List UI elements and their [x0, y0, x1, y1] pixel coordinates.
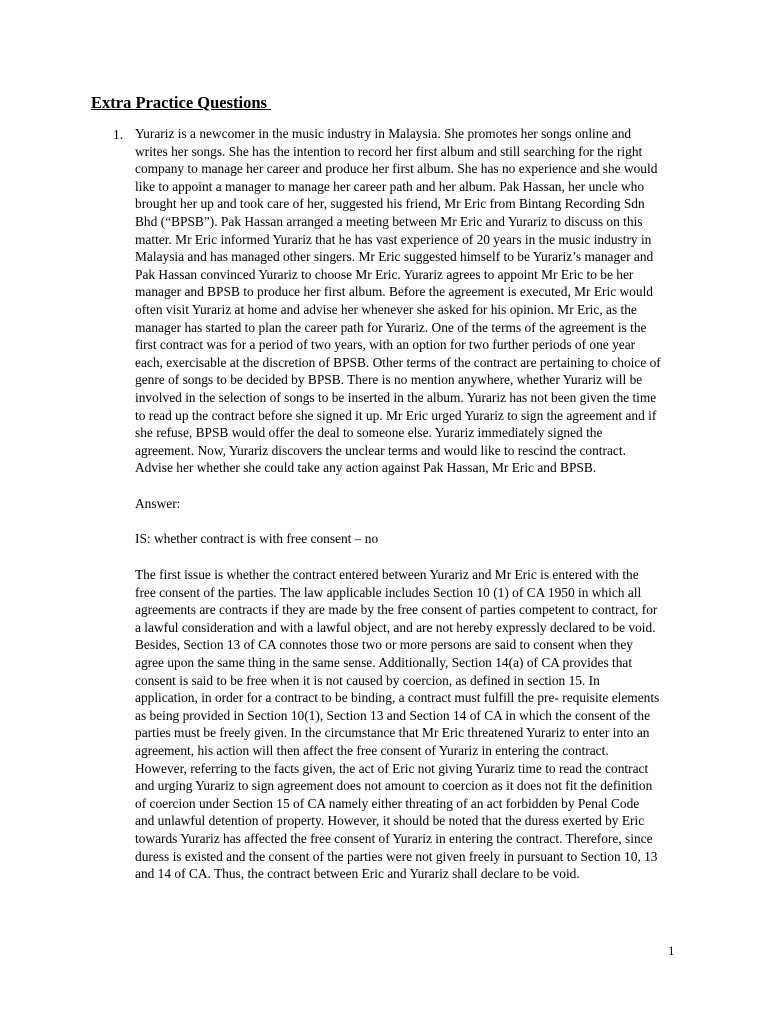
discussion-line: However, referring to the facts given, the act of Eric not giving Yurariz time to read the contract: [135, 760, 649, 776]
answer-label: Answer:: [135, 496, 181, 511]
question-line: manager and BPSB to produce her first album. Before the agreement is executed, Mr Eric would: [135, 284, 653, 300]
question-line: matter. Mr Eric informed Yurariz that he has vast experience of 20 years in the music industry in: [135, 231, 652, 247]
question-line: agreement. Now, Yurariz discovers the unclear terms and would like to rescind the contract.: [135, 442, 626, 458]
discussion-line: and unlawful detention of property. However, it should be noted that the duress exerted by Eric: [135, 813, 645, 829]
question-line: Pak Hassan convinced Yurariz to choose Mr Eric. Yurariz agrees to appoint Mr Eric to be her: [135, 266, 634, 282]
discussion-line: Besides, Section 13 of CA connotes those two or more persons are said to consent when they: [135, 637, 633, 653]
discussion-line: agreements are contracts if they are made by the free consent of parties competent to contract, for: [135, 602, 658, 618]
question-line: often visit Yurariz at home and advise her whenever she asked for his opinion. Mr Eric, as the: [135, 301, 637, 317]
question-line: each, exercisable at the discretion of BPSB. Other terms of the contract are pertaining to choice of: [135, 354, 661, 370]
question-line: to read up the contract before she signed it up. Mr Eric urged Yurariz to sign the agreement and if: [135, 407, 657, 423]
discussion-line: towards Yurariz has affected the free consent of Yurariz in entering the contract. Therefore, since: [135, 830, 653, 846]
discussion-line: a lawful consideration and with a lawful object, and are not hereby expressly declared to be void.: [135, 619, 656, 635]
issue-statement: IS: whether contract is with free consent – no: [135, 531, 379, 546]
question-number: 1.: [113, 127, 124, 142]
question-line: writes her songs. She has the intention to record her first album and still searching for the right: [135, 143, 643, 159]
question-line: like to appoint a manager to manage her career path and her album. Pak Hassan, her uncle who: [135, 178, 645, 194]
question-line: Yurariz is a newcomer in the music industry in Malaysia. She promotes her songs online and: [135, 126, 632, 141]
page-number: 1: [668, 943, 675, 958]
discussion-line: as being provided in Section 10(1), Section 13 and Section 14 of CA in which the consent of the: [135, 707, 651, 723]
question-line: Malaysia and has managed other singers. Mr Eric suggested himself to be Yurariz’s manager and: [135, 249, 654, 265]
question-line: company to manage her career and produce her first album. She has no experience and she would: [135, 161, 658, 177]
discussion-line: of coercion under Section 15 of CA namely either threating of an act forbidden by Penal Code: [135, 795, 640, 811]
question-line: Advise her whether she could take any action against Pak Hassan, Mr Eric and BPSB.: [135, 460, 597, 476]
question-line: first contract was for a period of two years, with an option for two further periods of one year: [135, 337, 636, 353]
discussion-line: and 14 of CA. Thus, the contract between Eric and Yurariz shall declare to be void.: [135, 866, 580, 882]
discussion-line: agree upon the same thing in the same sense. Additionally, Section 14(a) of CA provides that: [135, 654, 633, 670]
discussion-line: and urging Yurariz to sign agreement does not amount to coercion as it does not fit the definition: [135, 778, 653, 794]
question-line: Bhd (“BPSB”). Pak Hassan arranged a meeting between Mr Eric and Yurariz to discuss on this: [135, 213, 643, 229]
discussion-line: The first issue is whether the contract entered between Yurariz and Mr Eric is entered with the: [135, 567, 639, 582]
discussion-line: agreement, his action will then affect the free consent of Yurariz in entering the contract.: [135, 742, 609, 758]
question-line: brought her up and took care of her, suggested his friend, Mr Eric from Bintang Recording Sdn: [135, 196, 645, 212]
discussion-line: parties must be freely given. In the circumstance that Mr Eric threatened Yurariz to enter into an: [135, 725, 650, 741]
question-line: she refuse, BPSB would offer the deal to someone else. Yurariz immediately signed the: [135, 425, 603, 441]
question-line: genre of songs to be decided by BPSB. There is no mention anywhere, whether Yurariz will be: [135, 372, 643, 388]
page-heading: Extra Practice Questions: [91, 93, 272, 112]
question-line: involved in the selection of songs to be inserted in the album. Yurariz has not been given the time: [135, 389, 657, 405]
discussion-line: free consent of the parties. The law applicable includes Section 10 (1) of CA 1950 in which all: [135, 584, 642, 600]
discussion-line: application, in order for a contract to be binding, a contract must fulfill the pre- requisite elements: [135, 690, 660, 706]
question-line: manager has started to plan the career path for Yurariz. One of the terms of the agreement is the: [135, 319, 647, 335]
discussion-line: consent is said to be free when it is not caused by coercion, as defined in section 15. In: [135, 672, 600, 688]
discussion-line: duress is existed and the consent of the parties were not given freely in pursuant to Section 10, 13: [135, 848, 658, 864]
discussion-text: [135, 566, 660, 883]
question-text: [135, 125, 661, 477]
